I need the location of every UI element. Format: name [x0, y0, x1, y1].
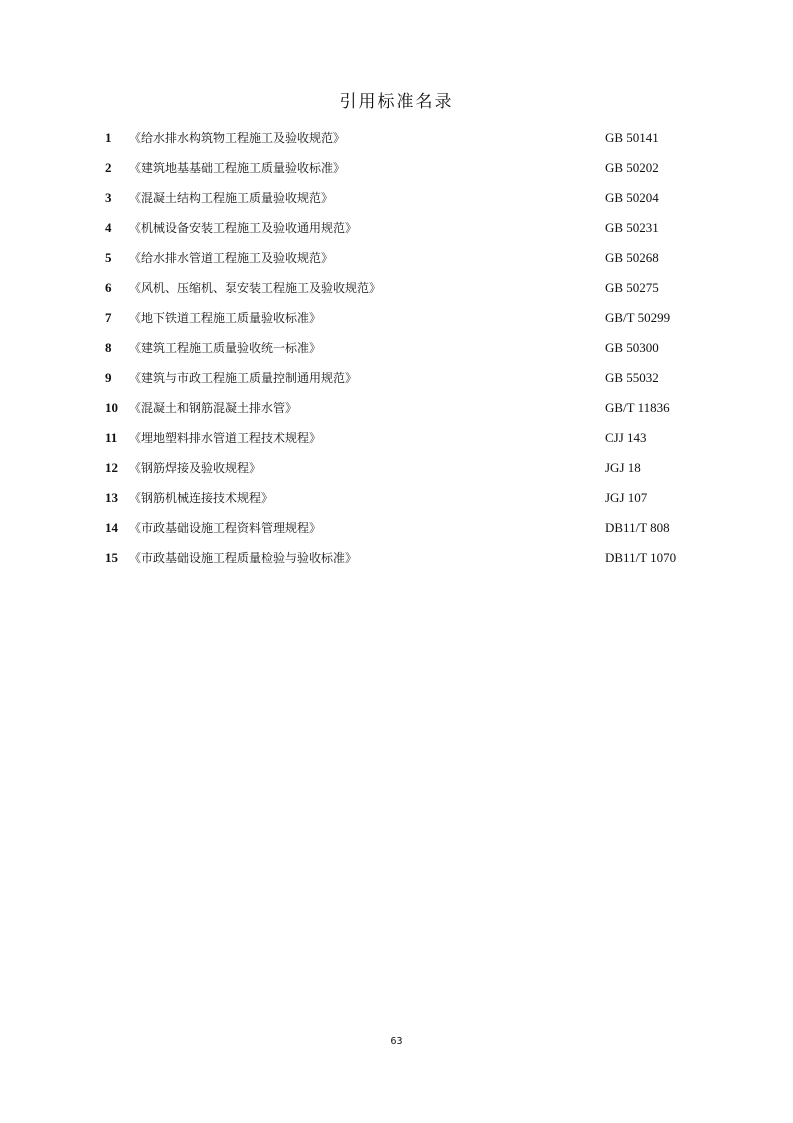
standard-code: JGJ 107: [605, 490, 648, 505]
standard-name: 《建筑工程施工质量验收统一标准》: [129, 341, 322, 355]
standard-row: [105, 367, 705, 397]
standard-number: 12: [105, 460, 118, 475]
standard-row: [105, 487, 705, 517]
standard-row: [105, 517, 705, 547]
standard-row: [105, 307, 705, 337]
standard-code: DB11/T 1070: [605, 550, 677, 565]
standard-code: GB 55032: [605, 370, 659, 385]
standard-number: 14: [105, 520, 118, 535]
standard-name: 《地下铁道工程施工质量验收标准》: [129, 311, 322, 325]
standard-code: GB 50202: [605, 160, 659, 175]
standard-number: 4: [105, 220, 112, 235]
standard-number: 6: [105, 280, 112, 295]
standard-name: 《机械设备安装工程施工及验收通用规范》: [129, 221, 358, 235]
standard-row: [105, 187, 705, 217]
standard-row: [105, 127, 705, 157]
standard-number: 11: [105, 430, 118, 445]
page-title: 引用标准名录: [339, 92, 454, 112]
standard-code: GB/T 11836: [605, 400, 670, 415]
standard-name: 《混凝土和钢筋混凝土排水管》: [129, 401, 298, 415]
standard-code: GB 50268: [605, 250, 659, 265]
standard-name: 《给水排水管道工程施工及验收规范》: [129, 251, 334, 265]
standard-code: JGJ 18: [605, 460, 641, 475]
standard-code: GB 50204: [605, 190, 659, 205]
standard-number: 5: [105, 250, 112, 265]
page-number: 63: [390, 1036, 403, 1047]
standard-name: 《钢筋焊接及验收规程》: [129, 461, 262, 475]
standard-code: GB 50300: [605, 340, 659, 355]
standard-name: 《风机、压缩机、泵安装工程施工及验收规范》: [129, 281, 382, 295]
standard-name: 《市政基础设施工程质量检验与验收标准》: [129, 551, 358, 565]
standard-name: 《市政基础设施工程资料管理规程》: [129, 521, 322, 535]
standard-number: 9: [105, 370, 112, 385]
standard-code: GB 50275: [605, 280, 659, 295]
standard-row: [105, 247, 705, 277]
standards-list: [105, 127, 705, 577]
standard-name: 《建筑地基基础工程施工质量验收标准》: [129, 161, 346, 175]
standard-number: 13: [105, 490, 118, 505]
standard-number: 8: [105, 340, 112, 355]
standard-name: 《给水排水构筑物工程施工及验收规范》: [129, 131, 346, 145]
standard-code: GB 50141: [605, 130, 659, 145]
standard-code: CJJ 143: [605, 430, 647, 445]
standard-row: [105, 337, 705, 367]
standard-number: 7: [105, 310, 112, 325]
standard-name: 《混凝土结构工程施工质量验收规范》: [129, 191, 334, 205]
standard-code: GB/T 50299: [605, 310, 671, 325]
standard-number: 15: [105, 550, 118, 565]
standard-name: 《钢筋机械连接技术规程》: [129, 491, 274, 505]
standard-code: DB11/T 808: [605, 520, 670, 535]
standard-number: 3: [105, 190, 112, 205]
standard-row: [105, 547, 705, 577]
standard-number: 1: [105, 130, 112, 145]
standard-name: 《埋地塑料排水管道工程技术规程》: [129, 431, 322, 445]
standard-row: [105, 457, 705, 487]
standard-number: 10: [105, 400, 118, 415]
standard-row: [105, 397, 705, 427]
standard-row: [105, 217, 705, 247]
standard-row: [105, 427, 705, 457]
standard-name: 《建筑与市政工程施工质量控制通用规范》: [129, 371, 358, 385]
standard-row: [105, 157, 705, 187]
standard-number: 2: [105, 160, 112, 175]
standard-code: GB 50231: [605, 220, 659, 235]
standard-row: [105, 277, 705, 307]
